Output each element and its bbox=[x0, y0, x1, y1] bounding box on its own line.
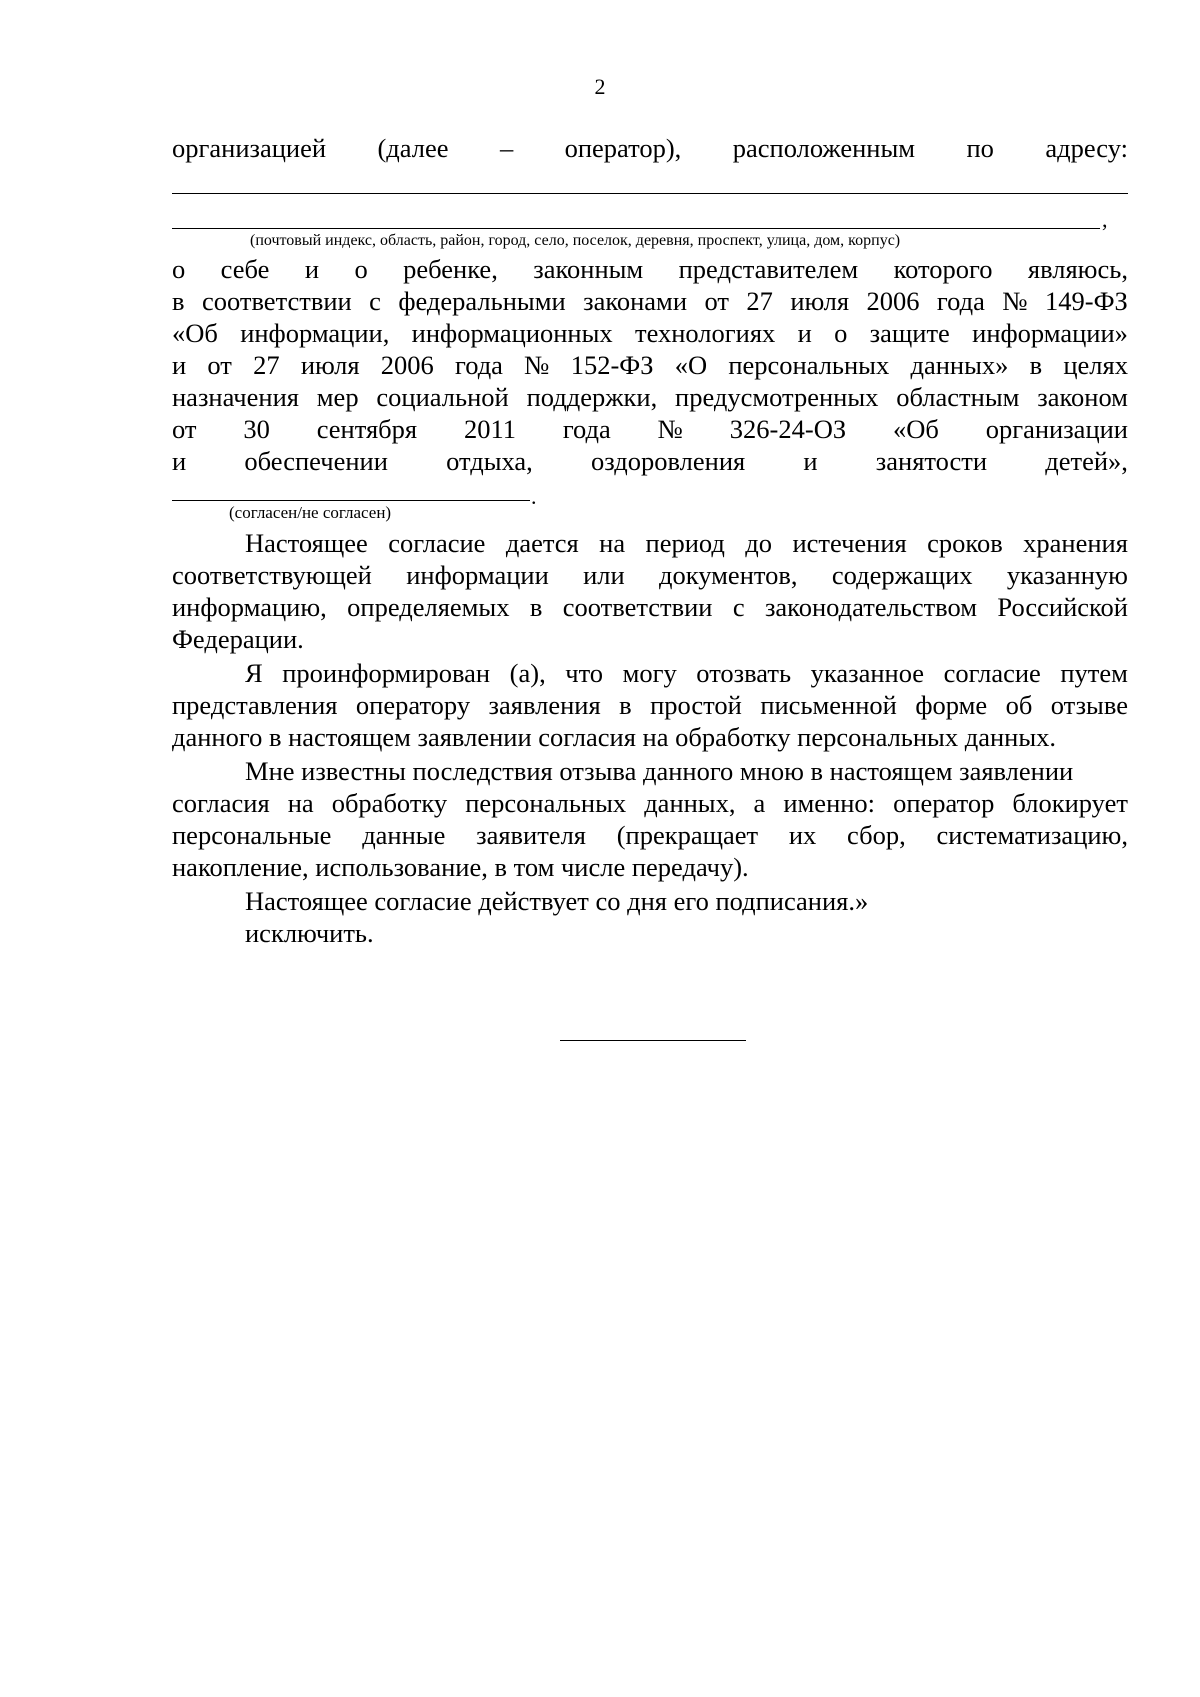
period-line-2 bbox=[172, 559, 1128, 591]
word: информации, bbox=[240, 318, 390, 348]
word: данных, bbox=[644, 788, 736, 818]
word: которого bbox=[893, 254, 993, 284]
word: (далее bbox=[377, 133, 449, 163]
word: в bbox=[1029, 350, 1043, 380]
word: хранения bbox=[1023, 528, 1128, 558]
word: года bbox=[936, 286, 985, 316]
word: определяемых bbox=[347, 592, 510, 622]
word: информацию, bbox=[172, 592, 327, 622]
word: организации bbox=[985, 414, 1128, 444]
word: 27 bbox=[746, 286, 773, 316]
word: законным bbox=[533, 254, 644, 284]
word: (прекращает bbox=[616, 820, 759, 850]
consent-blank-line bbox=[172, 500, 530, 501]
effective-line: Настоящее согласие действует со дня его подписания.» bbox=[245, 886, 869, 916]
word: назначения bbox=[172, 382, 299, 412]
word: «Об bbox=[172, 318, 218, 348]
word: 30 bbox=[243, 414, 270, 444]
word: представителем bbox=[678, 254, 859, 284]
word: данные bbox=[362, 820, 446, 850]
word: их bbox=[788, 820, 817, 850]
word: детей», bbox=[1045, 446, 1128, 476]
exclude-word: исключить. bbox=[245, 918, 374, 948]
word: персональных bbox=[465, 788, 627, 818]
word: в bbox=[529, 592, 543, 622]
consent-line-6 bbox=[172, 413, 1128, 445]
word: № bbox=[524, 350, 550, 380]
word: и bbox=[172, 446, 187, 476]
page-number: 2 bbox=[594, 74, 606, 99]
word: себе bbox=[220, 254, 270, 284]
revoke-line-3: данного в настоящем заявлении согласия на обработку персональных данных. bbox=[172, 722, 1057, 752]
word: оздоровления bbox=[591, 446, 746, 476]
word: могу bbox=[622, 658, 677, 688]
word: путем bbox=[1060, 658, 1128, 688]
word: обеспечении bbox=[244, 446, 388, 476]
word: Российской bbox=[997, 592, 1128, 622]
word: с bbox=[369, 286, 381, 316]
word: до bbox=[745, 528, 773, 558]
word: организацией bbox=[172, 133, 327, 163]
word: защите bbox=[869, 318, 950, 348]
consent-line-5 bbox=[172, 381, 1128, 413]
word: истечения bbox=[792, 528, 907, 558]
word: указанное bbox=[810, 658, 925, 688]
word: согласие bbox=[388, 528, 486, 558]
word: года bbox=[562, 414, 611, 444]
word: целях bbox=[1063, 350, 1128, 380]
word: ребенке, bbox=[403, 254, 498, 284]
word: июля bbox=[790, 286, 850, 316]
word: 326-24-ОЗ bbox=[729, 414, 847, 444]
word: 2011 bbox=[463, 414, 516, 444]
word: информации» bbox=[972, 318, 1128, 348]
intro-line bbox=[172, 132, 1128, 164]
word: персональные bbox=[172, 820, 332, 850]
word: занятости bbox=[875, 446, 988, 476]
word: № bbox=[657, 414, 683, 444]
period-line-3 bbox=[172, 591, 1128, 623]
word: что bbox=[565, 658, 604, 688]
word: оператор), bbox=[564, 133, 682, 163]
word: по bbox=[966, 133, 994, 163]
word: законом bbox=[1037, 382, 1128, 412]
word: отдыха, bbox=[446, 446, 533, 476]
address-comma: , bbox=[1102, 207, 1108, 232]
word: и bbox=[304, 254, 320, 284]
word: согласие bbox=[943, 658, 1041, 688]
word: Настоящее bbox=[245, 528, 368, 558]
consequences-line-1: Мне известны последствия отзыва данного мною в настоящем заявлении bbox=[245, 756, 1074, 786]
word: на bbox=[599, 528, 626, 558]
word: соответствии bbox=[201, 286, 352, 316]
word: проинформирован bbox=[282, 658, 491, 688]
word: № bbox=[1002, 286, 1028, 316]
consent-line-1 bbox=[172, 253, 1128, 285]
word: июля bbox=[300, 350, 360, 380]
word: 2006 bbox=[866, 286, 920, 316]
word: являюсь, bbox=[1027, 254, 1128, 284]
word: 149-ФЗ bbox=[1045, 286, 1128, 316]
word: о bbox=[834, 318, 848, 348]
closing-separator bbox=[560, 1040, 746, 1041]
consequences-line-2 bbox=[172, 787, 1128, 819]
consent-line-3 bbox=[172, 317, 1128, 349]
consequences-line-3 bbox=[172, 819, 1128, 851]
word: отзыве bbox=[1050, 690, 1128, 720]
word: именно: bbox=[783, 788, 876, 818]
word: расположенным bbox=[732, 133, 916, 163]
word: (а), bbox=[509, 658, 546, 688]
word: адресу: bbox=[1045, 133, 1128, 163]
word: от bbox=[172, 414, 197, 444]
word: сбор, bbox=[847, 820, 906, 850]
address-caption: (почтовый индекс, область, район, город, село, поселок, деревня, проспект, улица, дом, корпус) bbox=[250, 232, 901, 249]
word: «Об bbox=[892, 414, 939, 444]
word: сентября bbox=[316, 414, 418, 444]
word: областным bbox=[896, 382, 1020, 412]
consent-line-7 bbox=[172, 445, 1128, 477]
revoke-line-1 bbox=[245, 657, 1128, 689]
word: 2006 bbox=[380, 350, 434, 380]
word: законами bbox=[583, 286, 688, 316]
word: поддержки, bbox=[526, 382, 658, 412]
word: предусмотренных bbox=[675, 382, 879, 412]
word: данных» bbox=[910, 350, 1009, 380]
word: об bbox=[1005, 690, 1033, 720]
word: оператору bbox=[355, 690, 471, 720]
word: форме bbox=[915, 690, 988, 720]
word: и bbox=[803, 446, 818, 476]
word: и bbox=[797, 318, 812, 348]
word: социальной bbox=[376, 382, 509, 412]
word: письменной bbox=[760, 690, 897, 720]
word: соответствии bbox=[562, 592, 713, 622]
word: о bbox=[172, 254, 186, 284]
word: согласия bbox=[172, 788, 270, 818]
word: сроков bbox=[927, 528, 1003, 558]
address-line-1 bbox=[172, 193, 1128, 194]
period-line-1 bbox=[245, 527, 1128, 559]
word: персональных bbox=[728, 350, 890, 380]
word: а bbox=[753, 788, 766, 818]
word: простой bbox=[650, 690, 742, 720]
word: года bbox=[455, 350, 503, 380]
consent-blank-period: . bbox=[531, 484, 537, 509]
word: дается bbox=[505, 528, 579, 558]
word: от bbox=[704, 286, 729, 316]
consent-line-4 bbox=[172, 349, 1128, 381]
word: заявления bbox=[488, 690, 601, 720]
address-line-2 bbox=[172, 228, 1100, 229]
word: систематизацию, bbox=[936, 820, 1128, 850]
word: блокирует bbox=[1012, 788, 1128, 818]
word: заявителя bbox=[476, 820, 586, 850]
word: законодательством bbox=[764, 592, 978, 622]
word: в bbox=[172, 286, 185, 316]
consent-caption: (согласен/не согласен) bbox=[229, 503, 392, 522]
consequences-line-4: накопление, использование, в том числе передачу). bbox=[172, 852, 749, 882]
period-line-4: Федерации. bbox=[172, 624, 304, 654]
word: 27 bbox=[253, 350, 280, 380]
word: в bbox=[619, 690, 632, 720]
word: федеральными bbox=[398, 286, 566, 316]
word: с bbox=[732, 592, 745, 622]
word: технологиях bbox=[634, 318, 776, 348]
word: содержащих bbox=[831, 560, 973, 590]
word: и bbox=[172, 350, 187, 380]
word: обработку bbox=[331, 788, 448, 818]
word: информации bbox=[406, 560, 549, 590]
word: документов, bbox=[659, 560, 798, 590]
word: от bbox=[207, 350, 232, 380]
word: представления bbox=[172, 690, 338, 720]
word: указанную bbox=[1006, 560, 1128, 590]
word: «О bbox=[674, 350, 708, 380]
word: соответствующей bbox=[172, 560, 372, 590]
word: о bbox=[354, 254, 368, 284]
word: оператор bbox=[893, 788, 995, 818]
word: период bbox=[645, 528, 725, 558]
consent-line-2 bbox=[172, 285, 1128, 317]
word: или bbox=[583, 560, 625, 590]
word: отозвать bbox=[696, 658, 792, 688]
word: на bbox=[287, 788, 314, 818]
word: 152-ФЗ bbox=[570, 350, 654, 380]
word: мер bbox=[316, 382, 359, 412]
word: информационных bbox=[411, 318, 613, 348]
word: – bbox=[499, 133, 514, 163]
revoke-line-2 bbox=[172, 689, 1128, 721]
word: Я bbox=[245, 658, 263, 688]
